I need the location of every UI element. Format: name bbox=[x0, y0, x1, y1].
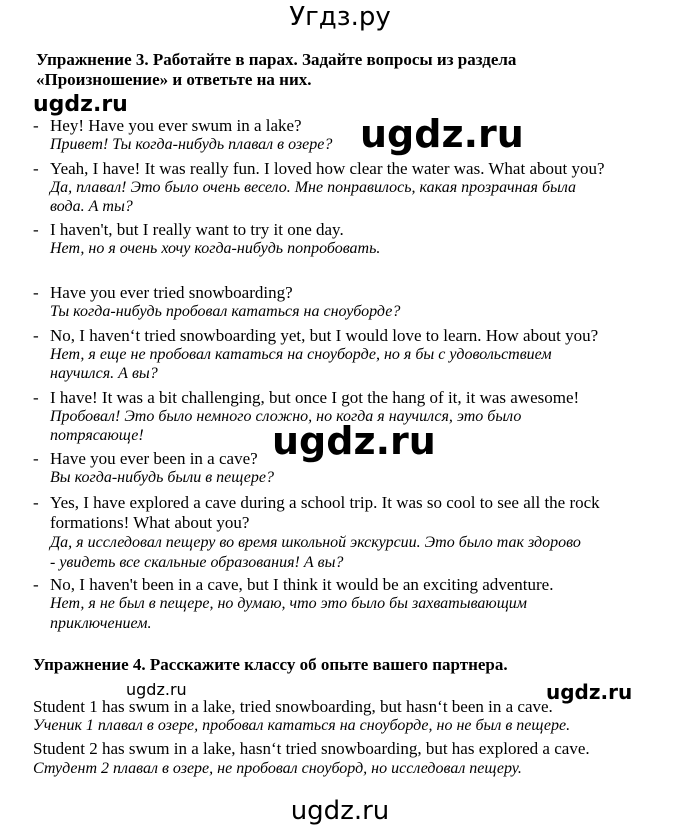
watermark-large: ugdz.ru bbox=[360, 112, 524, 156]
list-dash: - bbox=[33, 575, 39, 594]
list-dash: - bbox=[33, 388, 39, 407]
dialogue-line-ru: Нет, но я очень хочу когда-нибудь попробовать. bbox=[50, 240, 381, 257]
list-dash: - bbox=[33, 326, 39, 345]
exercise-3-heading-line-1: Упражнение 3. Работайте в парах. Задайте вопросы из раздела bbox=[36, 50, 517, 69]
footer-watermark: ugdz.ru bbox=[290, 796, 390, 826]
student-2-ru: Студент 2 плавал в озере, не пробовал сноуборд, но исследовал пещеру. bbox=[33, 760, 522, 777]
watermark: ugdz.ru bbox=[33, 92, 128, 117]
list-dash: - bbox=[33, 116, 39, 135]
dialogue-line-en: Yes, I have explored a cave during a school trip. It was so cool to see all the rock bbox=[50, 493, 600, 512]
dialogue-line-ru: Ты когда-нибудь пробовал кататься на сноуборде? bbox=[50, 303, 401, 320]
dialogue-line-ru: Вы когда-нибудь были в пещере? bbox=[50, 469, 274, 486]
list-dash: - bbox=[33, 493, 39, 512]
dialogue-line-en: Have you ever tried snowboarding? bbox=[50, 283, 293, 302]
dialogue-line-ru: Нет, я не был в пещере, но думаю, что это было бы захватывающим bbox=[50, 595, 527, 612]
list-dash: - bbox=[33, 220, 39, 239]
list-dash: - bbox=[33, 283, 39, 302]
student-1-en: Student 1 has swum in a lake, tried snowboarding, but hasn‘t been in a cave. bbox=[33, 697, 553, 716]
site-title: Угдз.ру bbox=[289, 2, 391, 32]
dialogue-line-en: No, I haven't been in a cave, but I think it would be an exciting adventure. bbox=[50, 575, 554, 594]
list-dash: - bbox=[33, 449, 39, 468]
student-1-ru: Ученик 1 плавал в озере, пробовал кататься на сноуборде, но не был в пещере. bbox=[33, 717, 571, 734]
dialogue-line-ru: приключением. bbox=[50, 615, 152, 632]
list-dash: - bbox=[33, 159, 39, 178]
dialogue-line-en: I haven't, but I really want to try it one day. bbox=[50, 220, 344, 239]
dialogue-line-ru: Привет! Ты когда-нибудь плавал в озере? bbox=[50, 136, 333, 153]
watermark-large: ugdz.ru bbox=[272, 419, 436, 463]
dialogue-line-ru: - увидеть все скальные образования! А вы? bbox=[50, 554, 344, 571]
dialogue-line-en: No, I haven‘t tried snowboarding yet, but I would love to learn. How about you? bbox=[50, 326, 599, 345]
dialogue-line-en: formations! What about you? bbox=[50, 513, 250, 532]
dialogue-line-en: Hey! Have you ever swum in a lake? bbox=[50, 116, 302, 135]
student-2-en: Student 2 has swum in a lake, hasn‘t tried snowboarding, but has explored a cave. bbox=[33, 739, 590, 758]
dialogue-line-ru: научился. А вы? bbox=[50, 365, 158, 382]
watermark-small: ugdz.ru bbox=[126, 680, 187, 699]
dialogue-line-ru: Пробовал! Это было немного сложно, но когда я научился, это было bbox=[50, 408, 522, 425]
dialogue-line-ru: Нет, я еще не пробовал кататься на сноуборде, но я бы с удовольствием bbox=[50, 346, 552, 363]
dialogue-line-ru: вода. А ты? bbox=[50, 198, 133, 215]
dialogue-line-ru: Да, плавал! Это было очень весело. Мне понравилось, какая прозрачная была bbox=[50, 179, 577, 196]
dialogue-line-ru: потрясающе! bbox=[50, 427, 144, 444]
watermark-small: ugdz.ru bbox=[546, 680, 633, 704]
dialogue-line-en: Yeah, I have! It was really fun. I loved how clear the water was. What about you? bbox=[50, 159, 605, 178]
dialogue-line-en: Have you ever been in a cave? bbox=[50, 449, 258, 468]
dialogue-line-ru: Да, я исследовал пещеру во время школьной экскурсии. Это было так здорово bbox=[50, 534, 581, 551]
dialogue-line-en: I have! It was a bit challenging, but once I got the hang of it, it was awesome! bbox=[50, 388, 580, 407]
exercise-3-heading-line-2: «Произношение» и ответьте на них. bbox=[36, 70, 312, 89]
exercise-4-heading: Упражнение 4. Расскажите классу об опыте вашего партнера. bbox=[33, 655, 508, 674]
